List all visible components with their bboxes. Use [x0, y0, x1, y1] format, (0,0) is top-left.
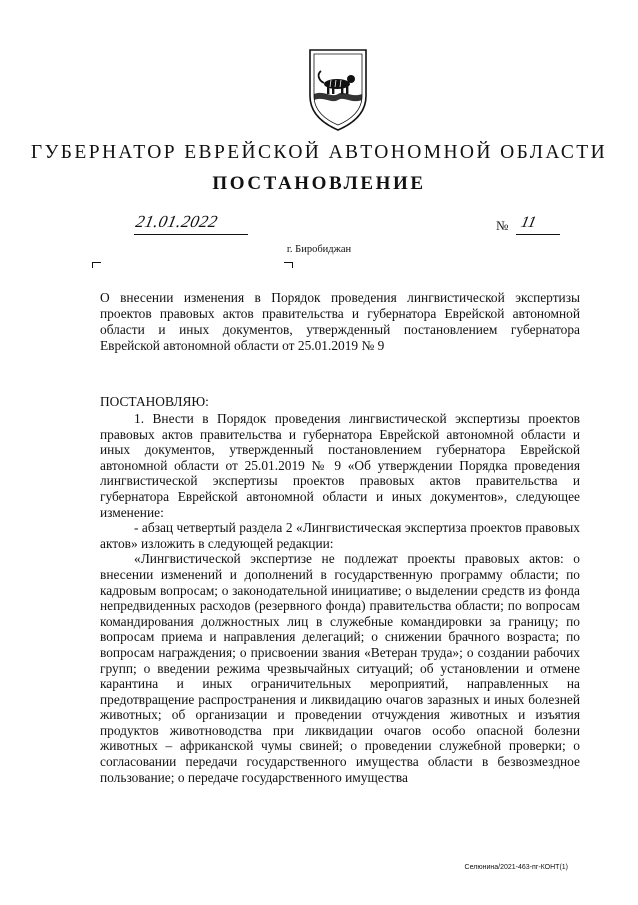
body-paragraph-3: «Лингвистической экспертизе не подлежат проекты правовых актов: о внесении изменений и дополнений в государственную программу области; по кадровым вопросам; о законодательной инициативе; о выделении средств из фонда непредвиденных расходов (резервного фонда) правительства области; по вопросам командирования должностных лиц в служебные командировки за границу; по вопросам приема и направления делегаций; о снижении брачного возраста; по вопросам награждения; о присвоении звания «Ветеран труда»; о создании рабочих групп; о введении режима чрезвычайных ситуаций; об установлении и отмене карантина и иных ограничительных мероприятий, направленных на предотвращение распространения и ликвидацию очагов заразных и иных болезней животных; об организации и проведении отчуждения животных и изъятия продуктов животноводства при ликвидации очагов особо опасной болезни животных – африканской чумы свиней; о проведении служебной проверки; о согласовании передачи государственного имущества области в безвозмездное пользование; о передаче государственного имущества [100, 551, 580, 785]
date-value: 21.01.2022 [134, 212, 220, 231]
subject-corner-right [284, 262, 293, 268]
date-field [134, 214, 248, 235]
document-type-title: ПОСТАНОВЛЕНИЕ [212, 173, 426, 194]
number-underline [516, 216, 560, 235]
coat-of-arms-emblem [304, 46, 372, 132]
city-label: г. Биробиджан [286, 244, 352, 255]
subject-heading: О внесении изменения в Порядок проведения лингвистической экспертизы проектов правовых актов правительства и губернатора Еврейской автономной области и иных документов, утвержденный постановлением губернатора Еврейской автономной области от 25.01.2019 № 9 [100, 290, 580, 353]
number-sign: № [496, 218, 509, 233]
subject-corner-left [92, 262, 101, 268]
document-footer-code: Селюнина/2021-463-пг-КОНТ(1) [464, 864, 568, 871]
resolve-label: ПОСТАНОВЛЯЮ: [100, 394, 209, 409]
governor-title: ГУБЕРНАТОР ЕВРЕЙСКОЙ АВТОНОМНОЙ ОБЛАСТИ [30, 142, 608, 163]
body-paragraph-1: 1. Внести в Порядок проведения лингвистической экспертизы проектов правовых актов правительства и губернатора Еврейской автономной области и иных документов, утвержденный постановлением губернатора Еврейской автономной области от 25.01.2019 № 9 «Об утверждении Порядка проведения лингвистической экспертизы проектов правовых актов правительства и губернатора Еврейской автономной области и иных документов», следующее изменение: [100, 411, 580, 520]
number-value: 11 [519, 214, 538, 231]
body-paragraph-2: - абзац четвертый раздела 2 «Лингвистическая экспертиза проектов правовых актов» изложить в следующей редакции: [100, 520, 580, 551]
document-body [100, 411, 580, 785]
